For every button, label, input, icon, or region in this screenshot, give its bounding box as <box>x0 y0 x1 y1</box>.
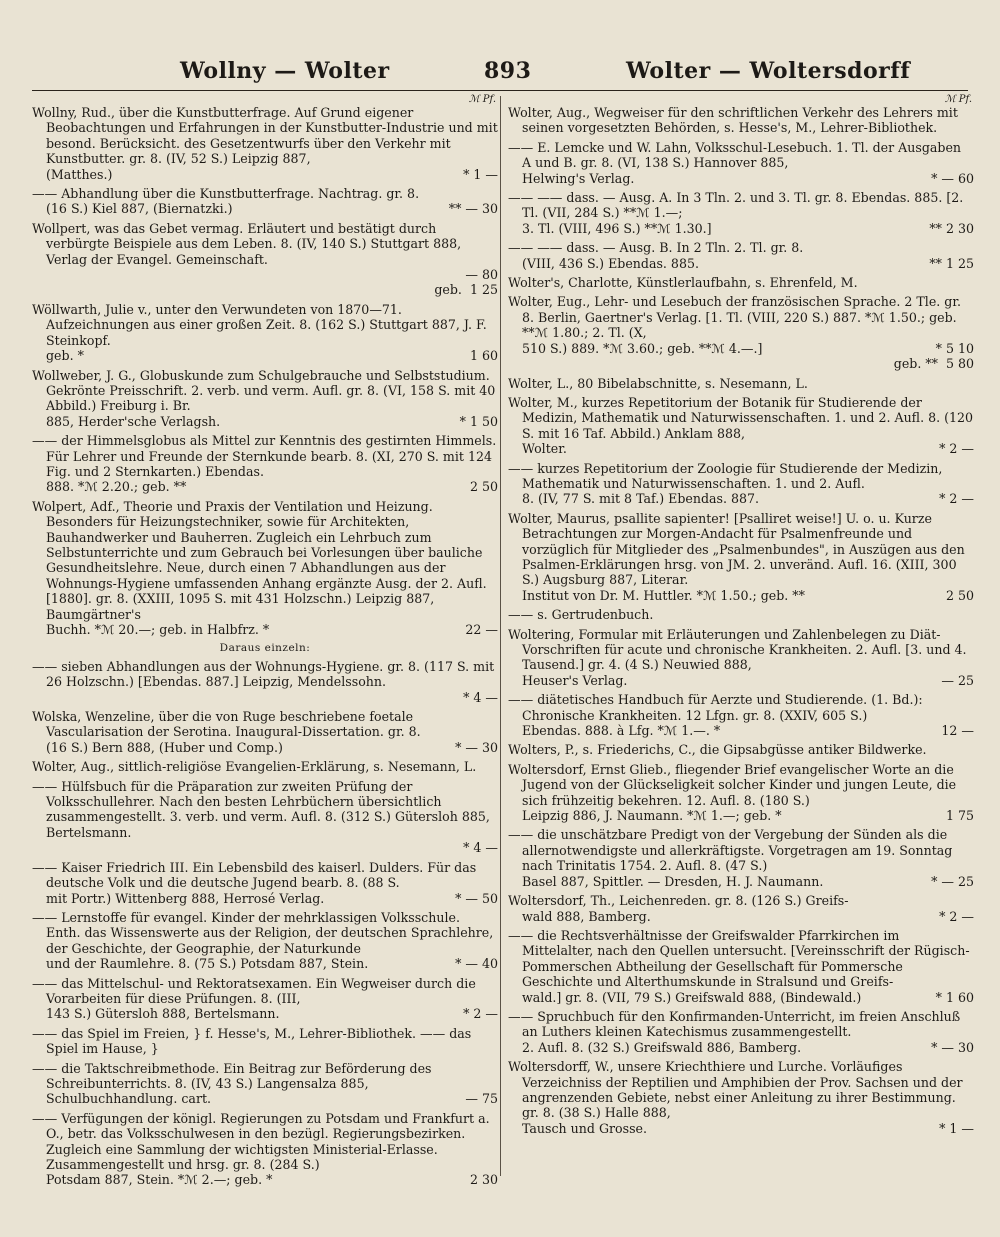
right-column <box>508 92 974 1140</box>
entry-price: * 5 10 <box>935 340 974 356</box>
bibliography-entry <box>508 627 974 689</box>
entry-text: —— Verfügungen der königl. Regierungen zu Potsdam und Frankfurt a. O., betr. das Volksschulwesen in den bezügl. Regierungsbezirken. Zugleich eine Sammlung der wichtigsten Ministerial-Erlasse. Zusammengestellt und hrsg. gr. 8. (284 S.) <box>32 1110 490 1172</box>
entry-text: —— —— dass. — Ausg. B. In 2 Tln. 2. Tl. gr. 8. <box>508 240 804 256</box>
bibliography-entry <box>508 742 974 757</box>
entry-text: —— die unschätzbare Predigt von der Vergebung der Sünden als die allernotwendigste und allerkräftigste. Vorgetragen am 19. Sonntag nach Trinitatis 1754. 2. Aufl. 8. (47 S.) <box>508 827 953 874</box>
bibliography-entry <box>508 376 974 391</box>
entry-price-line <box>508 341 974 356</box>
entry-price-line <box>32 267 498 282</box>
bibliography-entry <box>508 395 974 457</box>
entry-price-line <box>508 491 974 506</box>
entry-tail: (16 S.) Bern 888, (Huber und Comp.) <box>46 739 283 755</box>
bibliography-entry <box>32 302 498 364</box>
entry-text: Wolter, Maurus, psallite sapienter! [Psalliret weise!] U. o. u. Kurze Betrachtungen zur Morgen-Andacht für Psalmenfreunde und vorzüglich für Mitglieder des „Psalmenbundes", in Auszügen aus den Psalmen-Erklärungen hrsg. von JM. 2. unveränd. Aufl. 16. (XIII, 300 S.) Augsburg 887, Literar. <box>508 510 965 588</box>
bibliography-entry <box>508 692 974 738</box>
entry-price: * 2 — <box>939 908 974 924</box>
bibliography-entry <box>32 1061 498 1107</box>
entry-tail: Institut von Dr. M. Huttler. *ℳ 1.50.; geb. ** <box>522 587 805 603</box>
entry-text: —— Hülfsbuch für die Präparation zur zweiten Prüfung der Volksschullehrer. Nach den besten Lehrbüchern übersichtlich zusammengestellt. 3. verb. und verm. Aufl. 8. (312 S.) Gütersloh 885, Bertelsmann. <box>32 778 490 840</box>
entry-text: —— Lernstoffe für evangel. Kinder der mehrklassigen Volksschule. Enth. das Wissenswerte aus der Religion, der deutschen Sprachlehre, der Geschichte, der Geographie, der Naturkunde <box>32 909 494 956</box>
entry-tail: 8. (IV, 77 S. mit 8 Taf.) Ebendas. 887. <box>522 491 760 507</box>
entry-price: 1 75 <box>945 808 974 824</box>
bibliography-entry <box>32 659 498 705</box>
entry-tail: 510 S.) 889. *ℳ 3.60.; geb. **ℳ 4.—.] <box>522 340 763 356</box>
entry-text: Wollpert, was das Gebet vermag. Erläutert und bestätigt durch verbürgte Beispiele aus dem Leben. 8. (IV, 140 S.) Stuttgart 888, Verlag der Evangel. Gemeinschaft. <box>32 220 462 267</box>
bibliography-entry <box>508 762 974 824</box>
entry-text: Wolter, L., 80 Bibelabschnitte, s. Nesemann, L. <box>508 375 808 391</box>
entry-tail: Basel 887, Spittler. — Dresden, H. J. Naumann. <box>522 873 824 889</box>
bibliography-entry <box>508 928 974 1005</box>
bibliography-entry <box>32 368 498 430</box>
bibliography-entry <box>508 893 974 924</box>
entry-text: —— der Himmelsglobus als Mittel zur Kenntnis des gestirnten Himmels. Für Lehrer und Freunde der Sternkunde bearb. 8. (XI, 270 S. mit 124 Fig. und 2 Sternkarten.) Ebendas. <box>32 433 497 479</box>
entry-text: —— Spruchbuch für den Konfirmanden-Unterricht, im freien Anschluß an Luthers kleinen Katechismus zusammengestellt. <box>508 1008 961 1040</box>
bibliography-entry <box>508 140 974 186</box>
bibliography-entry <box>508 607 974 622</box>
entry-price: 22 — <box>465 622 498 637</box>
entry-price-line <box>32 414 498 429</box>
entry-price: * 2 — <box>463 1006 498 1022</box>
entry-text: Wolter's, Charlotte, Künstlerlaufbahn, s. Ehrenfeld, M. <box>508 275 858 291</box>
entry-text: —— die Rechtsverhältnisse der Greifswalder Pfarrkirchen im Mittelalter, nach den Quellen untersucht. [Vereinsschrift der Rügisch-Pommerschen Abtheilung der Gesellschaft für Pommersche Geschichte und Alterthumskunde in Stralsund und Greifs- <box>508 927 970 990</box>
entry-price-line <box>508 874 974 889</box>
entry-price-line <box>508 673 974 688</box>
bibliography-entry <box>32 186 498 217</box>
entry-tail: 3. Tl. (VIII, 496 S.) **ℳ 1.30.] <box>522 220 712 236</box>
column-divider <box>500 96 501 1176</box>
entry-price-line <box>32 1091 498 1106</box>
entry-text: —— die Taktschreibmethode. Ein Beitrag zur Beförderung des Schreibunterrichts. 8. (IV, 43 S.) Langensalza 885, <box>32 1060 432 1091</box>
entry-price-line <box>32 1006 498 1021</box>
bibliography-entry <box>508 461 974 507</box>
entry-text: Wolter, M., kurzes Repetitorium der Botanik für Studierende der Medizin, Mathematik und Naturwissenschaften. 1. und 2. Aufl. 8. (120 S. mit 16 Taf. Abbild.) Anklam 888, <box>508 394 974 441</box>
entry-price-line <box>32 167 498 182</box>
entry-text: Woltersdorf, Ernst Glieb., fliegender Brief evangelischer Worte an die Jugend von der Glückseligkeit solcher Kinder und jungen Leute, die sich frühzeitig bekehren. 12. Aufl. 8. (180 S.) <box>508 761 957 808</box>
bibliography-entry <box>32 779 498 856</box>
entry-price: * — 25 <box>931 873 974 889</box>
entry-text: —— kurzes Repetitorium der Zoologie für Studierende der Medizin, Mathematik und Naturwissenschaften. 1. und 2. Aufl. <box>508 460 943 491</box>
bibliography-entry <box>32 1111 498 1188</box>
entry-price: ** 2 30 <box>929 220 974 236</box>
entry-text: Wolters, P., s. Friederichs, C., die Gipsabgüsse antiker Bildwerke. <box>508 742 927 758</box>
bibliography-entry <box>32 1026 498 1057</box>
running-head-left: Wollny — Wolter <box>180 58 390 84</box>
bibliography-entry <box>508 827 974 889</box>
entry-tail: wald 888, Bamberg. <box>522 908 651 924</box>
entry-price: * 1 60 <box>935 989 974 1005</box>
entry-tail: Ebendas. 888. à Lfg. *ℳ 1.—. * <box>522 723 721 739</box>
entry-price: 2 50 <box>469 479 498 495</box>
entry-text: Wollweber, J. G., Globuskunde zum Schulgebrauche und Selbststudium. Gekrönte Preisschrift. 2. verb. und verm. Aufl. gr. 8. (VI, 158 S. mit 40 Abbild.) Freiburg i. Br. <box>32 367 496 414</box>
entry-tail: Leipzig 886, J. Naumann. *ℳ 1.—; geb. * <box>522 808 782 824</box>
entry-price: 2 50 <box>945 587 974 603</box>
bibliography-entry <box>508 275 974 290</box>
entry-tail: 888. *ℳ 2.20.; geb. ** <box>46 479 187 495</box>
entry-text: Wöllwarth, Julie v., unter den Verwundeten von 1870—71. Aufzeichnungen aus einer großen Zeit. 8. (162 S.) Stuttgart 887, J. F. Steinkopf. <box>32 301 487 348</box>
bibliography-entry <box>508 511 974 603</box>
entry-text: Woltersdorf, Th., Leichenreden. gr. 8. (126 S.) Greifs- <box>508 893 849 909</box>
entry-tail: Tausch und Grosse. <box>522 1120 648 1136</box>
entry-price-line <box>32 891 498 906</box>
entry-price: * — 40 <box>455 956 498 972</box>
entry-tail: geb. * <box>46 348 84 364</box>
entry-price-line <box>32 479 498 494</box>
entry-price: * 1 50 <box>459 413 498 429</box>
entry-text: —— E. Lemcke und W. Lahn, Volksschul-Lesebuch. 1. Tl. der Ausgaben A und B. gr. 8. (VI, 138 S.) Hannover 885, <box>508 139 962 171</box>
entry-text: Wolpert, Adf., Theorie und Praxis der Ventilation und Heizung. Besonders für Heizungstechniker, sowie für Architekten, Bauhandwerker und Bauherren. Zugleich ein Lehrbuch zum Selbstunterrichte und zum Gebrauch bei Vorlesungen über bauliche Gesundheitslehre. Neue, durch einen 7 Abhandlungen aus der Wohnungs-Hygiene umfassenden Anhang ergänzte Ausg. der 2. Aufl. [1880]. gr. 8. (XXIII, 1095 S. mit 431 Holzschn.) Leipzig 887, Baumgärtner's <box>32 498 487 622</box>
bibliography-entry <box>32 976 498 1022</box>
entry-tail: wald.] gr. 8. (VII, 79 S.) Greifswald 888, (Bindewald.) <box>522 989 862 1005</box>
bibliography-entry <box>508 190 974 236</box>
entry-text: Wolter, Aug., sittlich-religiöse Evangelien-Erklärung, s. Nesemann, L. <box>32 759 477 775</box>
entry-tail: mit Portr.) Wittenberg 888, Herrosé Verlag. <box>46 890 325 906</box>
entry-text: —— das Mittelschul- und Rektoratsexamen. Ein Wegweiser durch die Vorarbeiten für diese Prüfungen. 8. (III, <box>32 975 476 1006</box>
entry-text: —— diätetisches Handbuch für Aerzte und Studierende. (1. Bd.): Chronische Krankheiten. 12 Lfgn. gr. 8. (XXIV, 605 S.) <box>508 692 923 723</box>
bibliography-entry <box>508 240 974 271</box>
entry-tail: (16 S.) Kiel 887, (Biernatzki.) <box>46 201 233 217</box>
entry-price-line <box>508 723 974 738</box>
entry-text: Wolter, Eug., Lehr- und Lesebuch der französischen Sprache. 2 Tle. gr. 8. Berlin, Gaertner's Verlag. [1. Tl. (VIII, 220 S.) 887. *ℳ 1.50.; geb. **ℳ 1.80.; 2. Tl. (X, <box>508 294 961 341</box>
entry-price-line <box>508 256 974 271</box>
entry-tail-bound: geb. <box>434 282 462 298</box>
entry-price-line <box>508 441 974 456</box>
currency-header-right: ℳ Pf. <box>944 94 972 105</box>
entry-tail: 143 S.) Gütersloh 888, Bertelsmann. <box>46 1006 280 1022</box>
left-column <box>32 92 498 1192</box>
entry-price-line-bound <box>508 356 974 371</box>
entry-price-line <box>32 740 498 755</box>
entry-tail: Wolter. <box>522 441 567 457</box>
bibliography-entry <box>32 221 498 298</box>
entry-price: — 75 <box>465 1091 498 1107</box>
entry-text: Wollny, Rud., über die Kunstbutterfrage. Auf Grund eigener Beobachtungen und Erfahrungen in der Kunstbutter-Industrie und mit besond. Berücksicht. des Gesetzentwurfs über den Verkehr mit Kunstbutter. gr. 8. (IV, 52 S.) Leipzig 887, <box>32 105 498 167</box>
entry-price-line-bound <box>32 282 498 297</box>
entry-price: — 25 <box>941 672 974 688</box>
entry-tail: und der Raumlehre. 8. (75 S.) Potsdam 887, Stein. <box>46 956 369 972</box>
bibliography-entry <box>508 1059 974 1136</box>
entry-price-line <box>508 990 974 1005</box>
entry-price: * — 30 <box>931 1039 974 1055</box>
entry-price: ** 1 25 <box>929 255 974 271</box>
bibliography-entry <box>32 105 498 182</box>
entry-tail: (Matthes.) <box>46 166 113 182</box>
bibliography-entry <box>508 1009 974 1055</box>
bibliography-entry <box>32 709 498 755</box>
entry-price: * 1 — <box>939 1120 974 1136</box>
right-entries <box>508 105 974 1136</box>
entry-price-line <box>32 622 498 637</box>
entry-price-bound: 1 25 <box>469 282 498 298</box>
entry-tail: (VIII, 436 S.) Ebendas. 885. <box>522 255 699 271</box>
entry-text: —— das Spiel im Freien, } f. Hesse's, M., Lehrer-Bibliothek. —— das Spiel im Hause, } <box>32 1025 472 1057</box>
entry-price-line <box>508 1121 974 1136</box>
entry-tail-bound: geb. ** <box>893 356 938 372</box>
header-rule <box>32 90 968 91</box>
entry-price: 12 — <box>941 723 974 739</box>
entry-price: 2 30 <box>469 1172 498 1188</box>
entry-price: * — 50 <box>455 890 498 906</box>
entry-text: —— s. Gertrudenbuch. <box>508 607 654 623</box>
bibliography-entry <box>508 105 974 136</box>
entry-tail: Helwing's Verlag. <box>522 170 635 186</box>
entry-price-line <box>508 171 974 186</box>
entry-price: * — 30 <box>455 739 498 755</box>
left-entries <box>32 105 498 1188</box>
entry-tail: 2. Aufl. 8. (32 S.) Greifswald 886, Bamberg. <box>522 1039 802 1055</box>
page-number: 893 <box>484 58 532 84</box>
entry-text: —— Abhandlung über die Kunstbutterfrage. Nachtrag. gr. 8. <box>32 186 420 202</box>
entry-price: ** — 30 <box>448 201 498 217</box>
entry-tail: Schulbuchhandlung. cart. <box>46 1091 212 1107</box>
bibliography-entry <box>32 759 498 774</box>
entry-price: * — 60 <box>931 170 974 186</box>
entry-tail: Buchh. *ℳ 20.—; geb. in Halbfrz. * <box>46 622 270 637</box>
entry-price-line <box>32 348 498 363</box>
entry-price: * 4 — <box>463 689 498 705</box>
entry-tail: 885, Herder'sche Verlagsh. <box>46 413 221 429</box>
entry-tail: Heuser's Verlag. <box>522 672 628 688</box>
entry-price-line <box>32 840 498 855</box>
entry-price: * 4 — <box>463 840 498 856</box>
entry-price: 1 60 <box>469 348 498 364</box>
entry-price-line <box>508 808 974 823</box>
bibliography-entry <box>32 860 498 906</box>
entry-price-line <box>32 1172 498 1187</box>
entry-price: — 80 <box>465 267 498 283</box>
entry-price-bound: 5 80 <box>945 356 974 372</box>
bibliography-entry <box>32 499 498 638</box>
entry-price-line <box>32 690 498 705</box>
entry-text: Wolter, Aug., Wegweiser für den schriftlichen Verkehr des Lehrers mit seinen vorgesetzten Behörden, s. Hesse's, M., Lehrer-Bibliothek. <box>508 105 958 136</box>
running-head-right: Wolter — Woltersdorff <box>626 58 911 84</box>
entry-price-line <box>32 956 498 971</box>
bibliography-entry <box>508 294 974 371</box>
entry-price: * 2 — <box>939 491 974 507</box>
bibliography-entry <box>32 433 498 495</box>
entry-text: —— —— dass. — Ausg. A. In 3 Tln. 2. und 3. Tl. gr. 8. Ebendas. 885. [2. Tl. (VII, 284 S.) **ℳ 1.—; <box>508 190 964 221</box>
entry-text: —— Kaiser Friedrich III. Ein Lebensbild des kaiserl. Dulders. Für das deutsche Volk und die deutsche Jugend bearb. 8. (88 S. <box>32 859 477 891</box>
entry-price: * 1 — <box>463 166 498 182</box>
bibliography-entry <box>32 910 498 972</box>
entry-price: * 2 — <box>939 441 974 457</box>
currency-header-left: ℳ Pf. <box>468 94 496 105</box>
entry-price-line <box>508 588 974 603</box>
entry-text: —— sieben Abhandlungen aus der Wohnungs-Hygiene. gr. 8. (117 S. mit 26 Holzschn.) [Ebendas. 887.] Leipzig, Mendelssohn. <box>32 658 495 690</box>
entry-tail: Potsdam 887, Stein. *ℳ 2.—; geb. * <box>46 1172 273 1188</box>
entry-text: Woltering, Formular mit Erläuterungen und Zahlenbelegen zu Diät-Vorschriften für acute und chronische Krankheiten. 2. Aufl. [3. und 4. Tausend.] gr. 4. (4 S.) Neuwied 888, <box>508 626 967 673</box>
entry-text: Wolska, Wenzeline, über die von Ruge beschriebene foetale Vascularisation der Serotina. Inaugural-Dissertation. gr. 8. <box>32 709 421 740</box>
entry-text: Woltersdorff, W., unsere Kriechthiere und Lurche. Vorläufiges Verzeichniss der Reptilien und Amphibien der Prov. Sachsen und der angrenzenden Gebiete, nebst einer Anleitung zu ihrer Bestimmung. gr. 8. (38 S.) Halle 888, <box>508 1059 963 1121</box>
entry-price-line <box>508 221 974 236</box>
entry-price-line <box>508 1040 974 1055</box>
entry-price-line <box>32 201 498 216</box>
entry-price-line <box>508 909 974 924</box>
subheading: Daraus einzeln: <box>219 642 311 655</box>
